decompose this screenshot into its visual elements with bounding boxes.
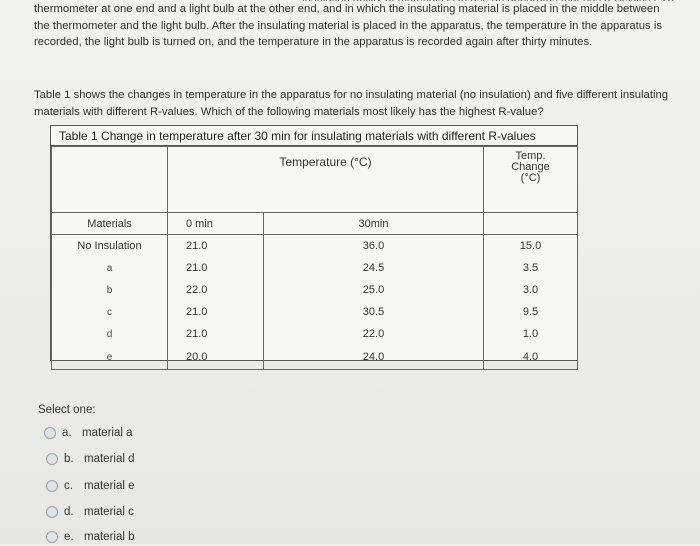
option-letter: a. bbox=[62, 427, 72, 439]
radio-button[interactable] bbox=[46, 506, 58, 518]
empty-header-cell bbox=[52, 147, 168, 213]
option-label: material e bbox=[84, 480, 135, 492]
t0-cell: 21.0 bbox=[168, 257, 264, 279]
option-d[interactable] bbox=[46, 503, 134, 521]
change-cell: 3.0 bbox=[484, 279, 578, 301]
intro-text: thermometer at one end and a light bulb at the other end, and in which the insulating material is placed in the middle between the thermometer and the light bulb. After the insulating material is placed in the apparatus, the temperature in the apparatus is recorded, the light bulb is turned on, and the temperature in the apparatus is recorded again after thirty minutes. bbox=[34, 3, 662, 48]
option-label: material a bbox=[82, 427, 133, 439]
materials-column-header: Materials bbox=[52, 213, 168, 235]
temperature-header: Temperature (°C) bbox=[168, 147, 484, 213]
data-table bbox=[50, 125, 578, 361]
table-row bbox=[52, 301, 578, 323]
t0-cell: 22.0 bbox=[168, 279, 264, 301]
option-b[interactable] bbox=[46, 450, 135, 468]
option-a[interactable] bbox=[44, 424, 133, 442]
table-row bbox=[52, 345, 578, 370]
t30-cell: 25.0 bbox=[264, 279, 484, 301]
t0-cell: 21.0 bbox=[168, 323, 264, 345]
t0-cell: 20.0 bbox=[168, 345, 264, 370]
blank-column-header bbox=[484, 213, 578, 235]
select-one-label: Select one: bbox=[38, 404, 96, 416]
material-cell: a bbox=[52, 257, 168, 279]
option-letter: b. bbox=[64, 453, 74, 465]
temp-change-header: Temp. Change (°C) bbox=[484, 147, 578, 213]
option-label: material c bbox=[84, 506, 134, 518]
option-letter: c. bbox=[64, 480, 73, 492]
material-cell: No Insulation bbox=[52, 235, 168, 258]
material-cell: b bbox=[52, 279, 168, 301]
change-cell: 9.5 bbox=[484, 301, 578, 323]
time-30-column-header: 30min bbox=[264, 213, 484, 235]
option-e[interactable] bbox=[46, 528, 135, 546]
intro-cutoff-line bbox=[34, 0, 674, 1]
t30-cell: 24.0 bbox=[264, 345, 484, 370]
t0-cell: 21.0 bbox=[168, 235, 264, 258]
question-paragraph: Table 1 shows the changes in temperature in the apparatus for no insulating material (no insulation) and five different insulating materials with different R-values. Which of the following materials most likely has the highest R-value? bbox=[34, 89, 669, 118]
radio-button[interactable] bbox=[46, 453, 58, 465]
option-label: material b bbox=[84, 531, 135, 543]
option-c[interactable] bbox=[46, 477, 135, 495]
t30-cell: 36.0 bbox=[264, 235, 484, 258]
t30-cell: 22.0 bbox=[264, 323, 484, 345]
radio-button[interactable] bbox=[46, 531, 58, 543]
change-cell: 3.5 bbox=[484, 257, 578, 279]
intro-paragraph bbox=[34, 0, 674, 51]
radio-button[interactable] bbox=[44, 427, 56, 439]
change-cell: 15.0 bbox=[484, 235, 578, 258]
material-cell: d bbox=[52, 323, 168, 345]
table-row bbox=[52, 257, 578, 279]
option-letter: e. bbox=[64, 531, 74, 543]
option-letter: d. bbox=[64, 506, 74, 518]
table-caption: Table 1 Change in temperature after 30 min for insulating materials with different R-values bbox=[51, 126, 577, 146]
radio-button[interactable] bbox=[46, 480, 58, 492]
change-cell: 4.0 bbox=[484, 345, 578, 370]
time-0-column-header: 0 min bbox=[168, 213, 264, 235]
t30-cell: 30.5 bbox=[264, 301, 484, 323]
t30-cell: 24.5 bbox=[264, 257, 484, 279]
table-row bbox=[52, 235, 578, 258]
table-row bbox=[52, 323, 578, 345]
option-label: material d bbox=[84, 453, 135, 465]
material-cell: c bbox=[52, 301, 168, 323]
table-row bbox=[52, 279, 578, 301]
material-cell: e bbox=[52, 345, 168, 370]
change-cell: 1.0 bbox=[484, 323, 578, 345]
t0-cell: 21.0 bbox=[168, 301, 264, 323]
table-grid bbox=[51, 146, 578, 370]
